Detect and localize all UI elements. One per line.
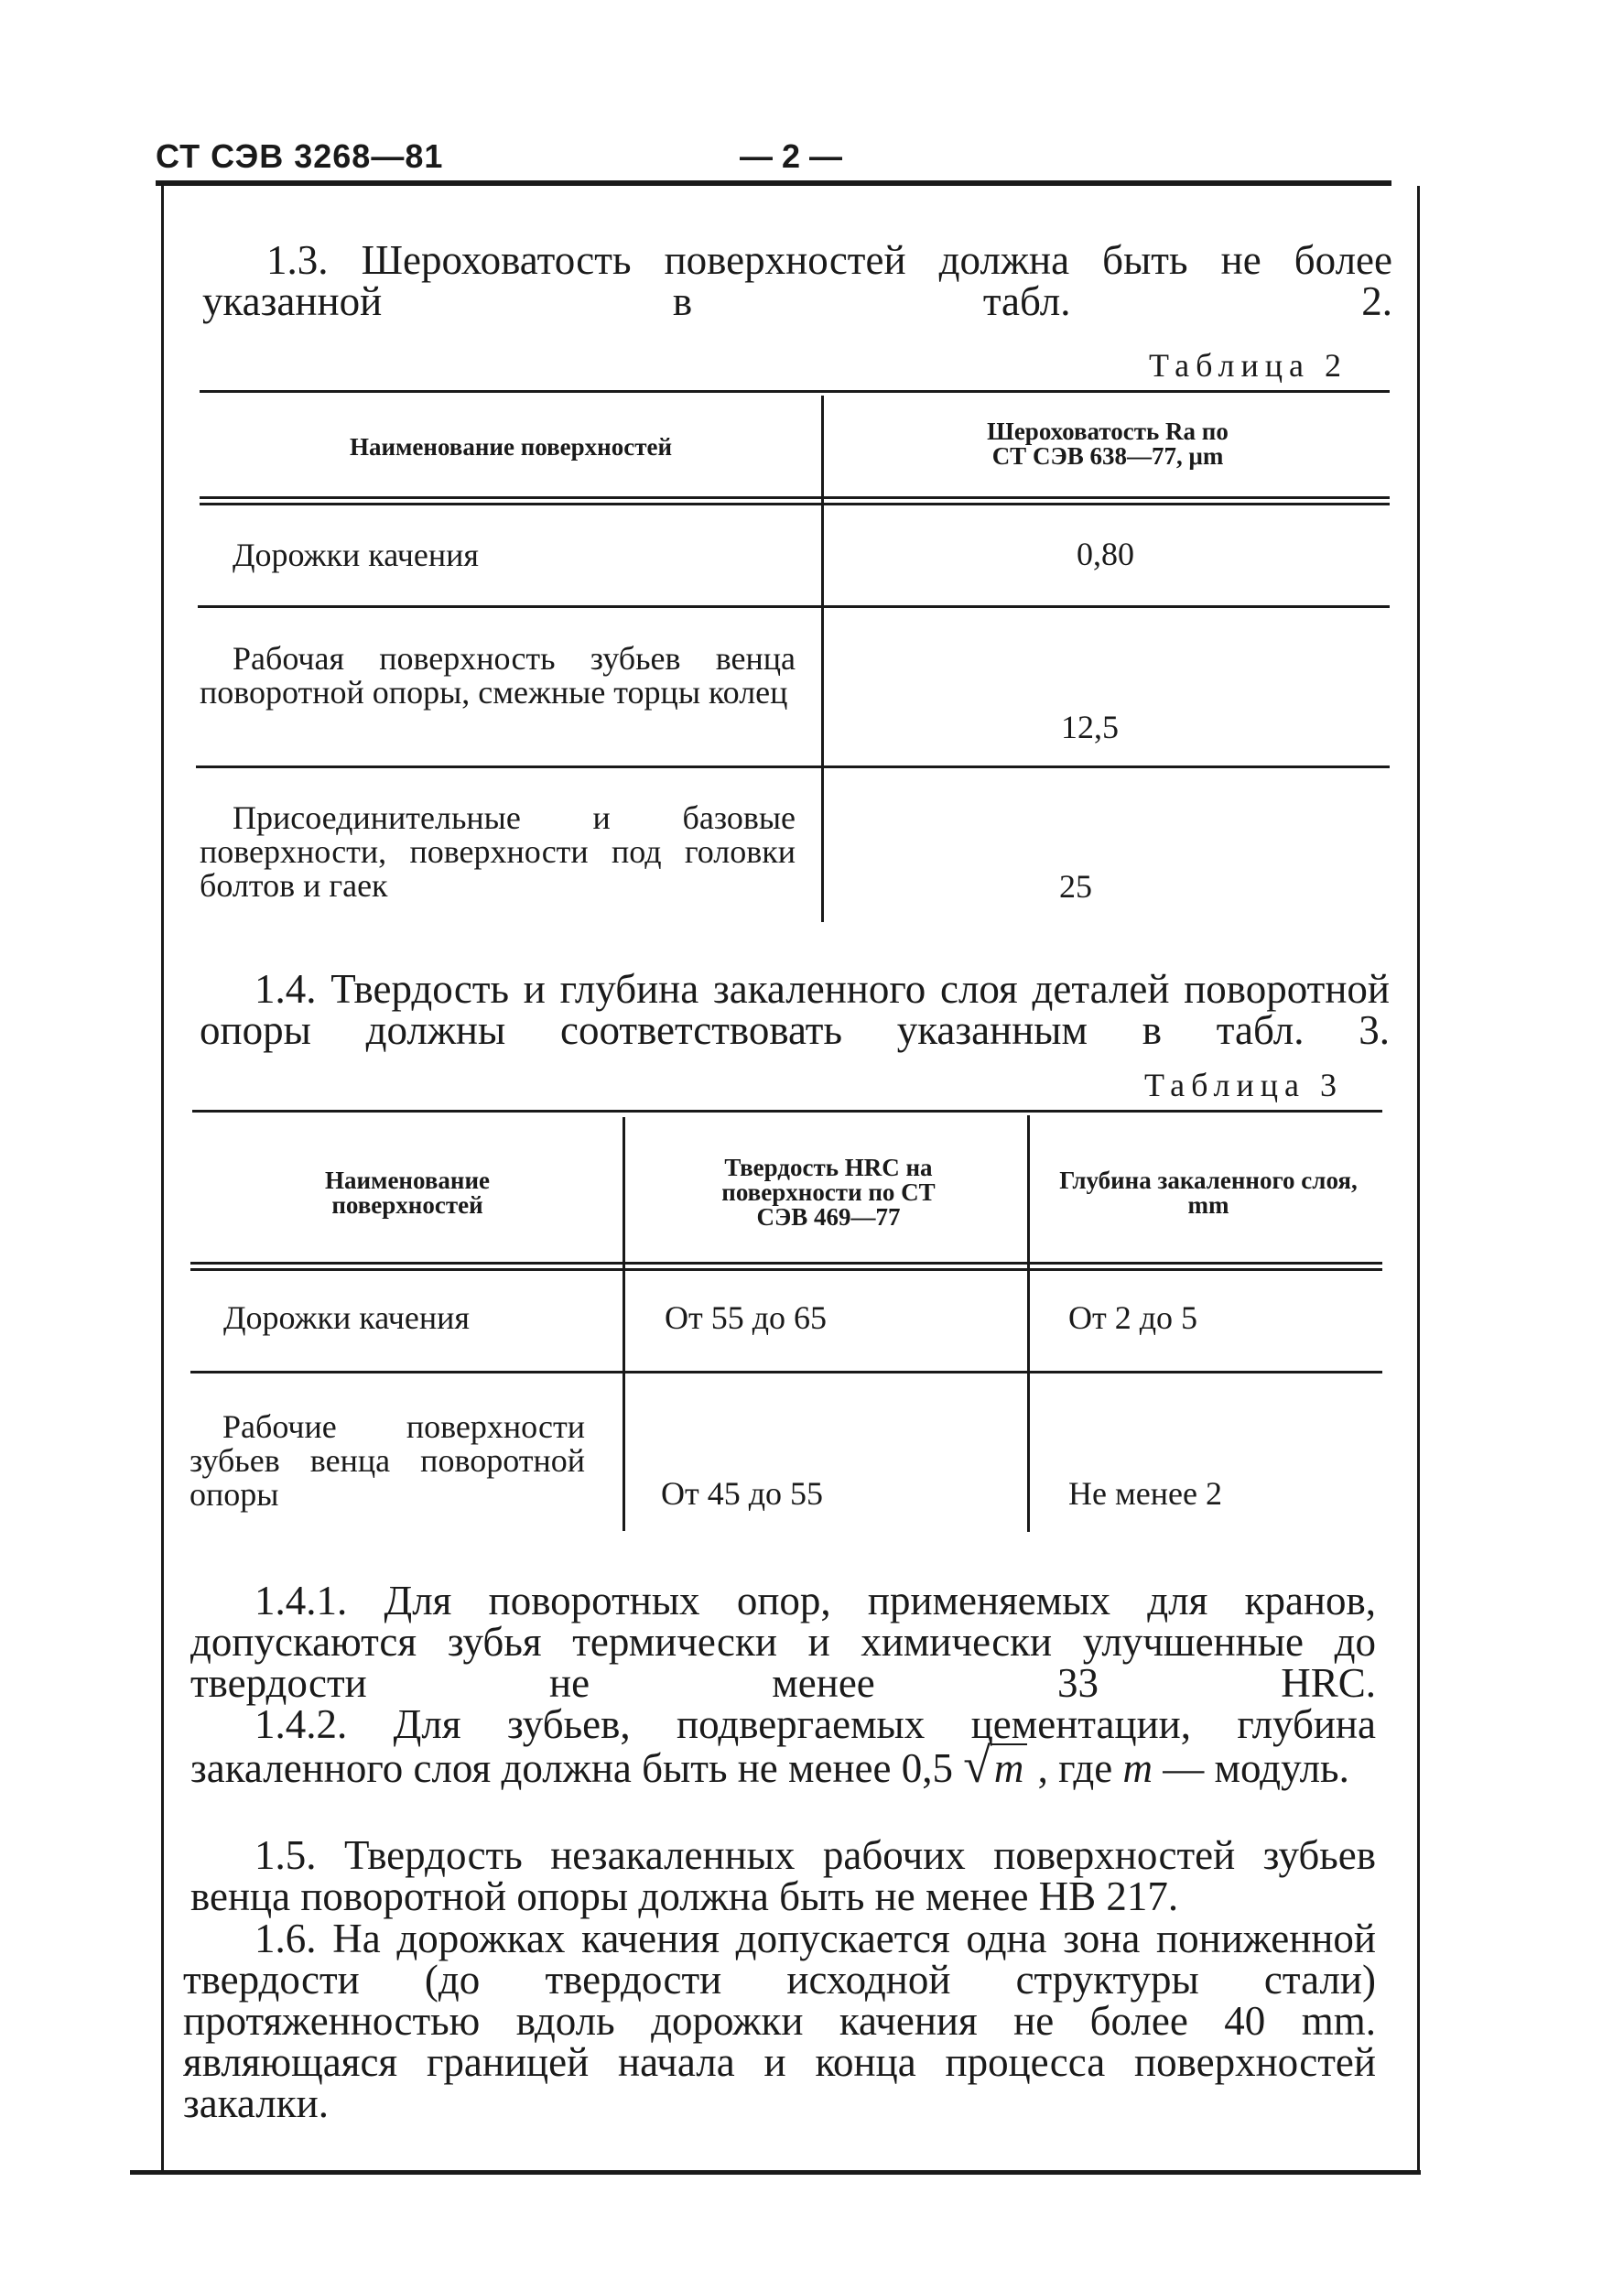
table-2-row-1-value: 0,80 bbox=[1077, 536, 1134, 572]
paragraph-1-3: 1.3. Шероховатость поверхностей должна быть не более указанной в табл. 2. bbox=[202, 237, 1392, 324]
table-2-row-1-name: Дорожки качения bbox=[233, 537, 479, 573]
paragraph-1-5: 1.5. Твердость незакаленных рабочих поверхностей зубьев венца поворотной опоры должна быть не менее НВ 217. bbox=[190, 1832, 1376, 1919]
paragraph-1-4-2-where: , где bbox=[1037, 1745, 1113, 1791]
table-3-row-2-hardness: От 45 до 55 bbox=[661, 1475, 824, 1512]
frame-top-rule bbox=[156, 180, 1391, 186]
table-3-row-2-depth: Не менее 2 bbox=[1068, 1475, 1222, 1512]
table-2-top-rule bbox=[200, 390, 1390, 393]
table-2-header-double-rule-b bbox=[200, 503, 1390, 505]
table-3-header-double-rule-a bbox=[190, 1262, 1382, 1265]
page-number: — 2 — bbox=[740, 137, 843, 175]
paragraph-1-4: 1.4. Твердость и глубина закаленного слоя деталей поворотной опоры должны соответствовать указанным в табл. 3. bbox=[200, 966, 1390, 1053]
paragraph-1-4-1: 1.4.1. Для поворотных опор, применяемых для кранов, допускаются зубья термически и химически улучшенные до твердости не менее 33 HRC. bbox=[190, 1578, 1376, 1706]
table-3-row-1-name: Дорожки качения bbox=[223, 1299, 470, 1336]
table-3-row-1-depth: От 2 до 5 bbox=[1068, 1299, 1198, 1336]
table-2-caption: Таблица 2 bbox=[1149, 347, 1348, 384]
table-2-header-roughness-line2: СТ СЭВ 638—77, μm bbox=[991, 442, 1224, 470]
table-3-header-double-rule-b bbox=[190, 1268, 1382, 1271]
paragraph-1-4-2-text: 1.4.2. Для зубьев, подвергаемых цементации, глубина закаленного слоя должна быть не менее 0,5 bbox=[190, 1701, 1376, 1791]
table-3-top-rule bbox=[192, 1110, 1382, 1113]
paragraph-1-6: 1.6. На дорожках качения допускается одна зона пониженной твердости (до твердости исходной структуры стали) протяженностью вдоль дорожки качения не более 40 mm. являющаяся границей начала и конца процесса поверхностей закалки. bbox=[183, 1916, 1376, 2126]
table-2-header-roughness bbox=[824, 419, 1391, 469]
table-2-row-2-rule bbox=[196, 765, 1390, 768]
table-2-row-2-name: Рабочая поверхность зубьев венца поворотной опоры, смежные торцы колец bbox=[200, 640, 796, 711]
table-3-header-depth: Глубина закаленного слоя, mm bbox=[1059, 1167, 1358, 1219]
table-2-column-divider bbox=[821, 396, 824, 922]
table-3-header-name: Наименование поверхностей bbox=[325, 1167, 490, 1219]
square-root-formula bbox=[963, 1738, 1037, 1793]
table-2-header-roughness-line1: Шероховатость Ra по bbox=[987, 418, 1229, 445]
module-symbol: m bbox=[1122, 1745, 1153, 1791]
paragraph-1-4-2 bbox=[190, 1701, 1376, 1793]
frame-bottom-rule bbox=[130, 2170, 1421, 2175]
table-3-caption: Таблица 3 bbox=[1144, 1067, 1343, 1103]
table-3-row-1-hardness: От 55 до 65 bbox=[665, 1299, 828, 1336]
sqrt-argument: m bbox=[991, 1743, 1028, 1791]
table-2-row-2-value: 12,5 bbox=[1061, 709, 1119, 745]
radical-sign-icon: √ bbox=[963, 1738, 991, 1793]
table-3-column-divider-1 bbox=[623, 1117, 625, 1531]
table-3-row-2-name: Рабочие поверхности зубьев венца поворотной опоры bbox=[189, 1408, 585, 1513]
frame-right-rule bbox=[1417, 186, 1420, 2173]
table-3-column-divider-2 bbox=[1027, 1115, 1030, 1532]
table-2-row-3-value: 25 bbox=[1059, 868, 1092, 905]
standard-number: СТ СЭВ 3268—81 bbox=[156, 137, 444, 175]
frame-left-rule bbox=[161, 186, 164, 2173]
table-2-row-1-rule bbox=[198, 605, 1390, 608]
table-3-row-1-rule bbox=[190, 1371, 1382, 1373]
table-2-header-double-rule-a bbox=[200, 496, 1390, 499]
table-2-header-name: Наименование поверхностей bbox=[349, 433, 673, 461]
table-2-row-3-name: Присоединительные и базовые поверхности, поверхности под головки болтов и гаек bbox=[200, 799, 796, 904]
paragraph-1-4-2-tail: — модуль. bbox=[1163, 1745, 1349, 1791]
table-3-header-hardness: Твердость HRC на поверхности по СТ СЭВ 469—77 bbox=[721, 1154, 936, 1231]
